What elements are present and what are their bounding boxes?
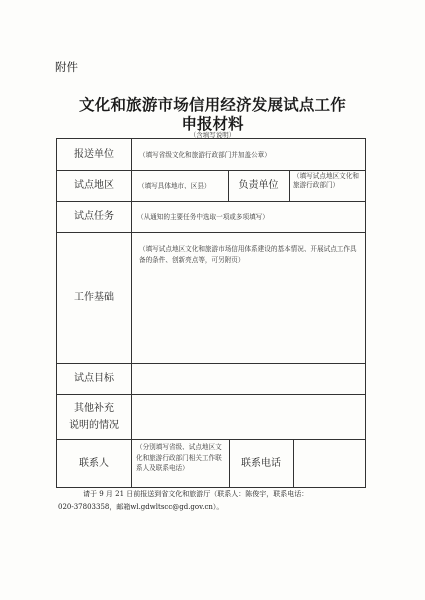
other-label-line2: 说明的情况 bbox=[69, 419, 119, 431]
foundation-field[interactable]: （填写试点地区文化和旅游市场信用体系建设的基本情况、开展试点工作具备的条件、创新亮点等，可另附页） bbox=[139, 245, 357, 264]
region-label: 试点地区 bbox=[74, 180, 114, 191]
document-subtitle: （含填写说明） bbox=[189, 131, 236, 139]
region-field[interactable]: （填写具体地市、区县） bbox=[138, 182, 211, 190]
contact-label: 联系人 bbox=[79, 458, 109, 469]
responsible-unit-label: 负责单位 bbox=[238, 180, 279, 191]
goal-label: 试点目标 bbox=[74, 373, 114, 384]
column-divider bbox=[289, 170, 290, 201]
goal-field[interactable] bbox=[132, 364, 365, 393]
document-title: 文化和旅游市场信用经济发展试点工作 bbox=[79, 95, 346, 114]
task-label: 试点任务 bbox=[74, 211, 114, 222]
phone-label: 联系电话 bbox=[241, 458, 281, 469]
contact-field[interactable]: （分别填写省级、试点地区文化和旅游行政部门相关工作联系人及联系电话） bbox=[136, 443, 222, 472]
footer-note bbox=[58, 488, 378, 513]
footer-line1: 请于 9 月 21 日前报送到省文化和旅游厅（联系人：陈俊宇，联系电话： bbox=[83, 490, 309, 498]
footer-line2: 020-37803358，邮箱wl.gdwltscc@gd.gov.cn）。 bbox=[58, 502, 224, 511]
phone-field[interactable] bbox=[294, 440, 365, 487]
other-label-line1: 其他补充 bbox=[74, 402, 114, 414]
application-form bbox=[56, 138, 366, 488]
document-title-line2: 申报材料 bbox=[181, 114, 244, 133]
other-label bbox=[57, 394, 131, 439]
applicant-field[interactable]: （填写省级文化和旅游行政部门并加盖公章） bbox=[139, 151, 271, 159]
task-field[interactable]: （从通知的主要任务中选取一项或多项填写） bbox=[137, 213, 269, 221]
other-field[interactable] bbox=[132, 395, 365, 438]
foundation-label: 工作基础 bbox=[74, 292, 114, 303]
attachment-label: 附件 bbox=[55, 60, 78, 74]
applicant-label: 报送单位 bbox=[74, 149, 114, 160]
responsible-unit-field[interactable]: （填写试点地区文化和旅游行政部门） bbox=[293, 172, 359, 190]
